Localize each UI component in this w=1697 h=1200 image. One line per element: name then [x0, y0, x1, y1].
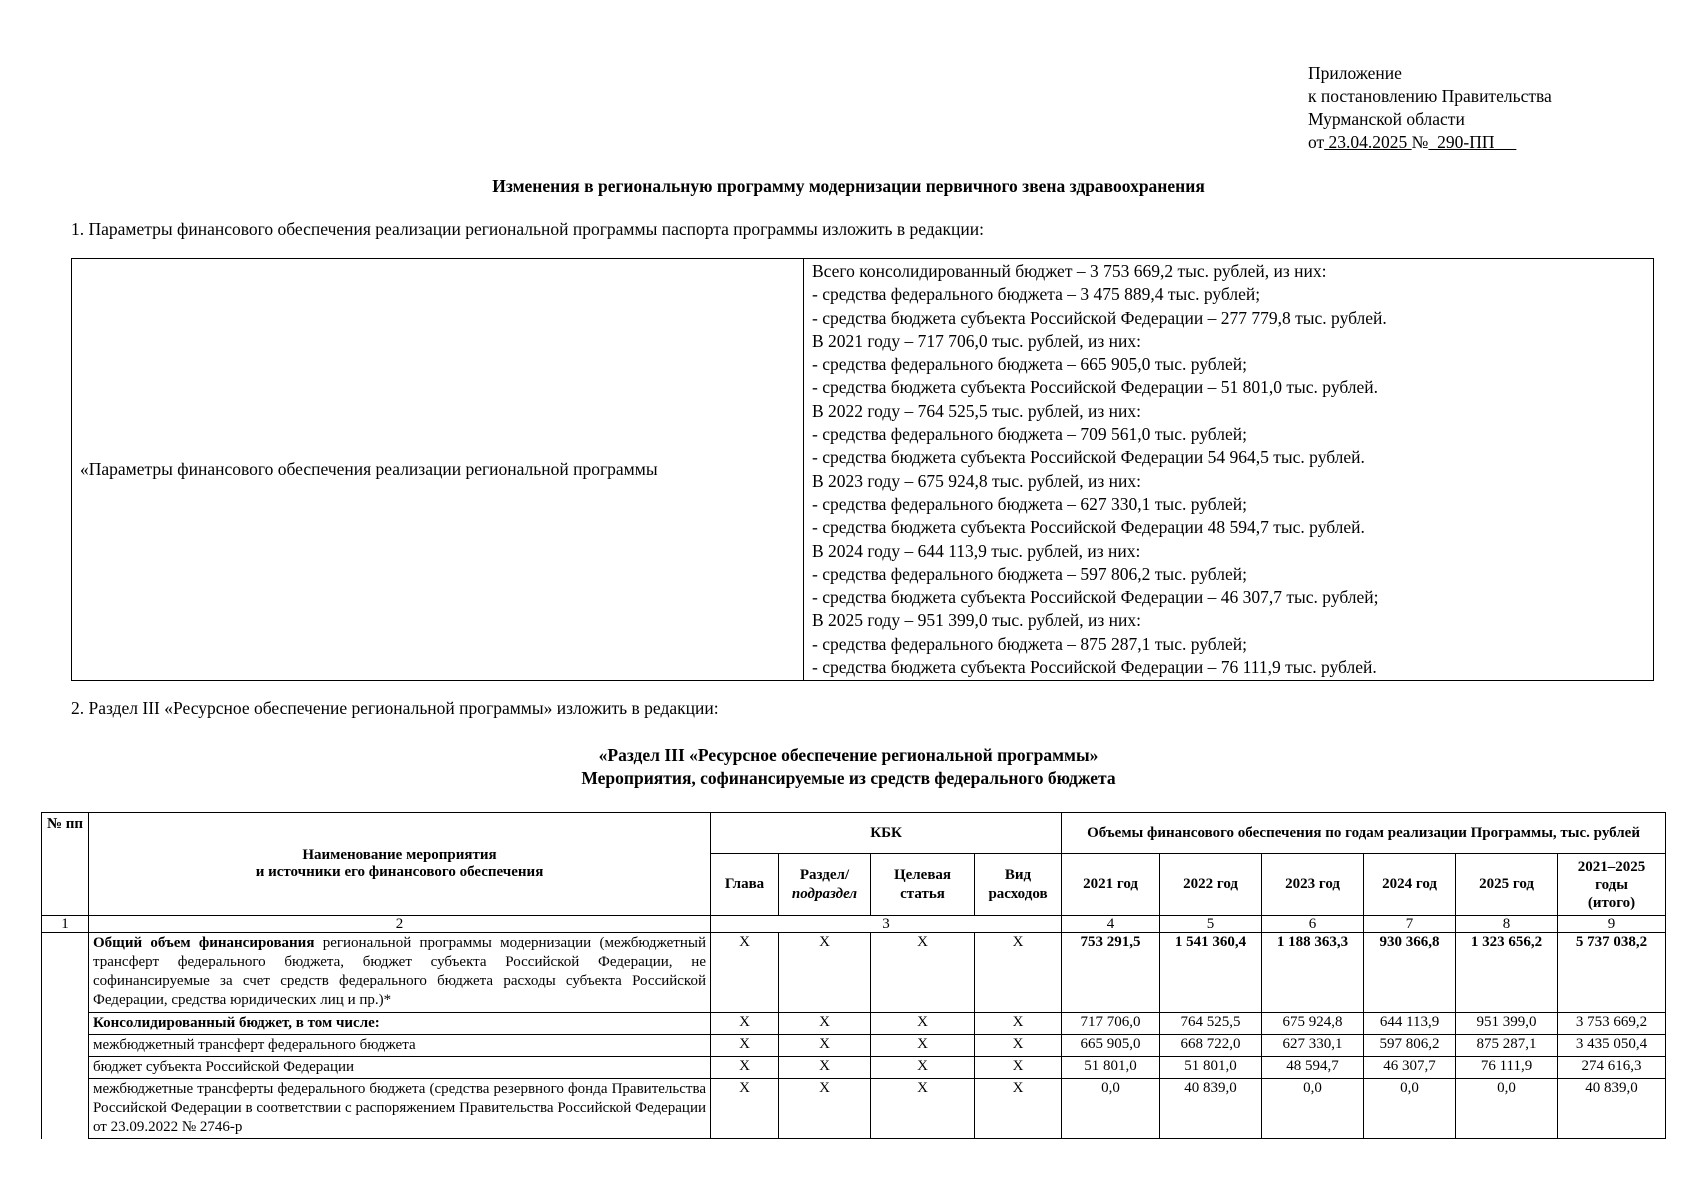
value-cell: 3 435 050,4 — [1558, 1035, 1666, 1057]
parameters-value-cell — [804, 259, 1654, 681]
table-row — [42, 1079, 1666, 1139]
parameter-line: В 2023 году – 675 924,8 тыс. рублей, из них: — [812, 470, 1141, 491]
value-cell: 3 753 669,2 — [1558, 1013, 1666, 1035]
value-cell: 5 737 038,2 — [1558, 933, 1666, 1013]
appendix-prefix: от — [1308, 132, 1325, 152]
kbk-cell: Х — [779, 1035, 871, 1057]
appendix-date-line — [1308, 131, 1552, 154]
parameter-line: - средства бюджета субъекта Российской Федерации – 51 801,0 тыс. рублей. — [812, 377, 1379, 398]
row-name-cell — [89, 933, 711, 1013]
table-row — [42, 933, 1666, 1013]
kbk-cell: Х — [975, 1035, 1062, 1057]
value-cell: 51 801,0 — [1062, 1057, 1160, 1079]
kbk-cell: Х — [975, 933, 1062, 1013]
value-cell: 951 399,0 — [1456, 1013, 1558, 1035]
table-row — [42, 1057, 1666, 1079]
table-row — [42, 1013, 1666, 1035]
kbk-cell: Х — [871, 1057, 975, 1079]
header-kbk: КБК — [711, 813, 1062, 854]
value-cell: 51 801,0 — [1160, 1057, 1262, 1079]
header-razdel — [779, 854, 871, 916]
parameters-label-cell: «Параметры финансового обеспечения реализации региональной программы — [72, 259, 804, 681]
kbk-cell: Х — [871, 1079, 975, 1139]
value-cell: 0,0 — [1364, 1079, 1456, 1139]
resource-table — [41, 812, 1666, 1139]
row-name-bold: Общий объем финансирования — [93, 935, 315, 951]
parameter-line: - средства федерального бюджета – 627 330,1 тыс. рублей; — [812, 493, 1247, 514]
row-name-cell: межбюджетные трансферты федерального бюджета (средства резервного фонда Правительства Российской Федерации в соответствии с распоряжением Правительства Российской Федерации от 23.09.2022 № 2746-р — [89, 1079, 711, 1139]
kbk-cell: Х — [711, 933, 779, 1013]
header-razdel-line: подраздел — [791, 885, 858, 902]
kbk-cell: Х — [711, 1057, 779, 1079]
kbk-cell: Х — [871, 933, 975, 1013]
financing-parameters-table — [71, 258, 1654, 681]
column-number: 7 — [1364, 916, 1456, 933]
header-name-line: Наименование мероприятия — [302, 847, 497, 863]
parameter-line: - средства федерального бюджета – 597 806,2 тыс. рублей; — [812, 563, 1247, 584]
appendix-number: 290-ПП — [1428, 132, 1517, 152]
column-number: 2 — [89, 916, 711, 933]
header-name-line: и источники его финансового обеспечения — [255, 864, 544, 880]
value-cell: 675 924,8 — [1262, 1013, 1364, 1035]
header-name — [89, 813, 711, 916]
table-header-row — [42, 813, 1666, 854]
header-2021: 2021 год — [1062, 854, 1160, 916]
appendix-line: Приложение — [1308, 63, 1402, 83]
kbk-cell: Х — [779, 933, 871, 1013]
kbk-cell: Х — [711, 1035, 779, 1057]
value-cell: 753 291,5 — [1062, 933, 1160, 1013]
column-number-row — [42, 916, 1666, 933]
header-2022: 2022 год — [1160, 854, 1262, 916]
value-cell: 930 366,8 — [1364, 933, 1456, 1013]
value-cell: 0,0 — [1062, 1079, 1160, 1139]
appendix-line: Мурманской области — [1308, 109, 1465, 129]
parameter-line: - средства бюджета субъекта Российской Федерации – 76 111,9 тыс. рублей. — [812, 657, 1377, 678]
header-total-line: (итого) — [1587, 894, 1636, 911]
row-name-cell: межбюджетный трансферт федерального бюджета — [89, 1035, 711, 1057]
column-number: 5 — [1160, 916, 1262, 933]
kbk-cell: Х — [975, 1013, 1062, 1035]
value-cell: 627 330,1 — [1262, 1035, 1364, 1057]
document-title: Изменения в региональную программу модернизации первичного звена здравоохранения — [492, 176, 1205, 196]
parameter-line: В 2024 году – 644 113,9 тыс. рублей, из них: — [812, 540, 1141, 561]
kbk-cell: Х — [711, 1013, 779, 1035]
header-vid-line: Вид — [1004, 866, 1032, 883]
kbk-cell: Х — [779, 1079, 871, 1139]
header-celevaya-line: Целевая — [893, 866, 952, 883]
header-total-line: годы — [1595, 876, 1628, 893]
kbk-cell: Х — [871, 1035, 975, 1057]
header-vid — [975, 854, 1062, 916]
row-no-cell — [42, 1013, 89, 1035]
parameter-line: В 2021 году – 717 706,0 тыс. рублей, из них: — [812, 330, 1141, 351]
table-row — [42, 1035, 1666, 1057]
column-number: 8 — [1456, 916, 1558, 933]
parameter-line: - средства федерального бюджета – 665 905,0 тыс. рублей; — [812, 354, 1247, 375]
header-celevaya-line: статья — [900, 885, 945, 902]
column-number: 9 — [1558, 916, 1666, 933]
header-total — [1558, 854, 1666, 916]
value-cell: 764 525,5 — [1160, 1013, 1262, 1035]
parameter-line: - средства бюджета субъекта Российской Федерации 48 594,7 тыс. рублей. — [812, 517, 1365, 538]
column-number: 3 — [711, 916, 1062, 933]
kbk-cell: Х — [871, 1013, 975, 1035]
value-cell: 1 323 656,2 — [1456, 933, 1558, 1013]
value-cell: 717 706,0 — [1062, 1013, 1160, 1035]
header-no: № пп — [42, 813, 89, 916]
section-title: «Раздел III «Ресурсное обеспечение региональной программы» — [598, 745, 1099, 765]
header-total-line: 2021–2025 — [1577, 858, 1646, 875]
column-number: 6 — [1262, 916, 1364, 933]
header-2023: 2023 год — [1262, 854, 1364, 916]
header-volumes: Объемы финансового обеспечения по годам реализации Программы, тыс. рублей — [1062, 813, 1666, 854]
value-cell: 40 839,0 — [1160, 1079, 1262, 1139]
row-name-cell: бюджет субъекта Российской Федерации — [89, 1057, 711, 1079]
row-no-cell — [42, 1035, 89, 1057]
parameter-line: - средства федерального бюджета – 3 475 889,4 тыс. рублей; — [812, 284, 1261, 305]
parameter-line: В 2025 году – 951 399,0 тыс. рублей, из них: — [812, 610, 1141, 631]
value-cell: 46 307,7 — [1364, 1057, 1456, 1079]
value-cell: 875 287,1 — [1456, 1035, 1558, 1057]
value-cell: 1 541 360,4 — [1160, 933, 1262, 1013]
value-cell: 1 188 363,3 — [1262, 933, 1364, 1013]
parameter-line: - средства бюджета субъекта Российской Федерации 54 964,5 тыс. рублей. — [812, 447, 1365, 468]
row-no-cell — [42, 933, 89, 1013]
header-razdel-line: Раздел/ — [799, 866, 850, 883]
appendix-line: к постановлению Правительства — [1308, 86, 1552, 106]
row-no-cell — [42, 1057, 89, 1079]
kbk-cell: Х — [779, 1057, 871, 1079]
value-cell: 668 722,0 — [1160, 1035, 1262, 1057]
row-no-cell — [42, 1079, 89, 1139]
value-cell: 644 113,9 — [1364, 1013, 1456, 1035]
row-name-text: региональной программы модернизации (межбюджетный трансферт федерального бюджета, бюджет субъекта Российской Федерации, не софинансируемые за счет средств федерального бюджета расходы субъекта Российской Федерации, средства юридических лиц и пр.)* — [93, 935, 706, 1008]
row-name-cell: Консолидированный бюджет, в том числе: — [89, 1013, 711, 1035]
parameter-line: Всего консолидированный бюджет – 3 753 669,2 тыс. рублей, из них: — [812, 261, 1327, 281]
value-cell: 76 111,9 — [1456, 1057, 1558, 1079]
appendix-num-sign: № — [1411, 132, 1429, 152]
paragraph-2: 2. Раздел III «Ресурсное обеспечение региональной программы» изложить в редакции: — [71, 698, 719, 718]
appendix-block — [1308, 62, 1552, 154]
header-glava: Глава — [711, 854, 779, 916]
kbk-cell: Х — [711, 1079, 779, 1139]
header-vid-line: расходов — [988, 885, 1048, 902]
value-cell: 40 839,0 — [1558, 1079, 1666, 1139]
column-number: 1 — [42, 916, 89, 933]
kbk-cell: Х — [779, 1013, 871, 1035]
section-subtitle: Мероприятия, софинансируемые из средств федерального бюджета — [581, 768, 1116, 788]
value-cell: 597 806,2 — [1364, 1035, 1456, 1057]
parameter-line: - средства федерального бюджета – 709 561,0 тыс. рублей; — [812, 424, 1247, 445]
parameter-line: - средства федерального бюджета – 875 287,1 тыс. рублей; — [812, 633, 1247, 654]
value-cell: 665 905,0 — [1062, 1035, 1160, 1057]
value-cell: 48 594,7 — [1262, 1057, 1364, 1079]
header-celevaya — [871, 854, 975, 916]
value-cell: 0,0 — [1262, 1079, 1364, 1139]
parameter-line: - средства бюджета субъекта Российской Федерации – 277 779,8 тыс. рублей. — [812, 307, 1387, 328]
paragraph-1: 1. Параметры финансового обеспечения реализации региональной программы паспорта программы изложить в редакции: — [71, 219, 984, 239]
kbk-cell: Х — [975, 1057, 1062, 1079]
appendix-date: 23.04.2025 — [1324, 132, 1412, 152]
header-2025: 2025 год — [1456, 854, 1558, 916]
kbk-cell: Х — [975, 1079, 1062, 1139]
value-cell: 0,0 — [1456, 1079, 1558, 1139]
column-number: 4 — [1062, 916, 1160, 933]
parameter-line: В 2022 году – 764 525,5 тыс. рублей, из них: — [812, 400, 1141, 421]
table-row — [72, 259, 1654, 681]
parameter-line: - средства бюджета субъекта Российской Федерации – 46 307,7 тыс. рублей; — [812, 587, 1379, 608]
value-cell: 274 616,3 — [1558, 1057, 1666, 1079]
header-2024: 2024 год — [1364, 854, 1456, 916]
